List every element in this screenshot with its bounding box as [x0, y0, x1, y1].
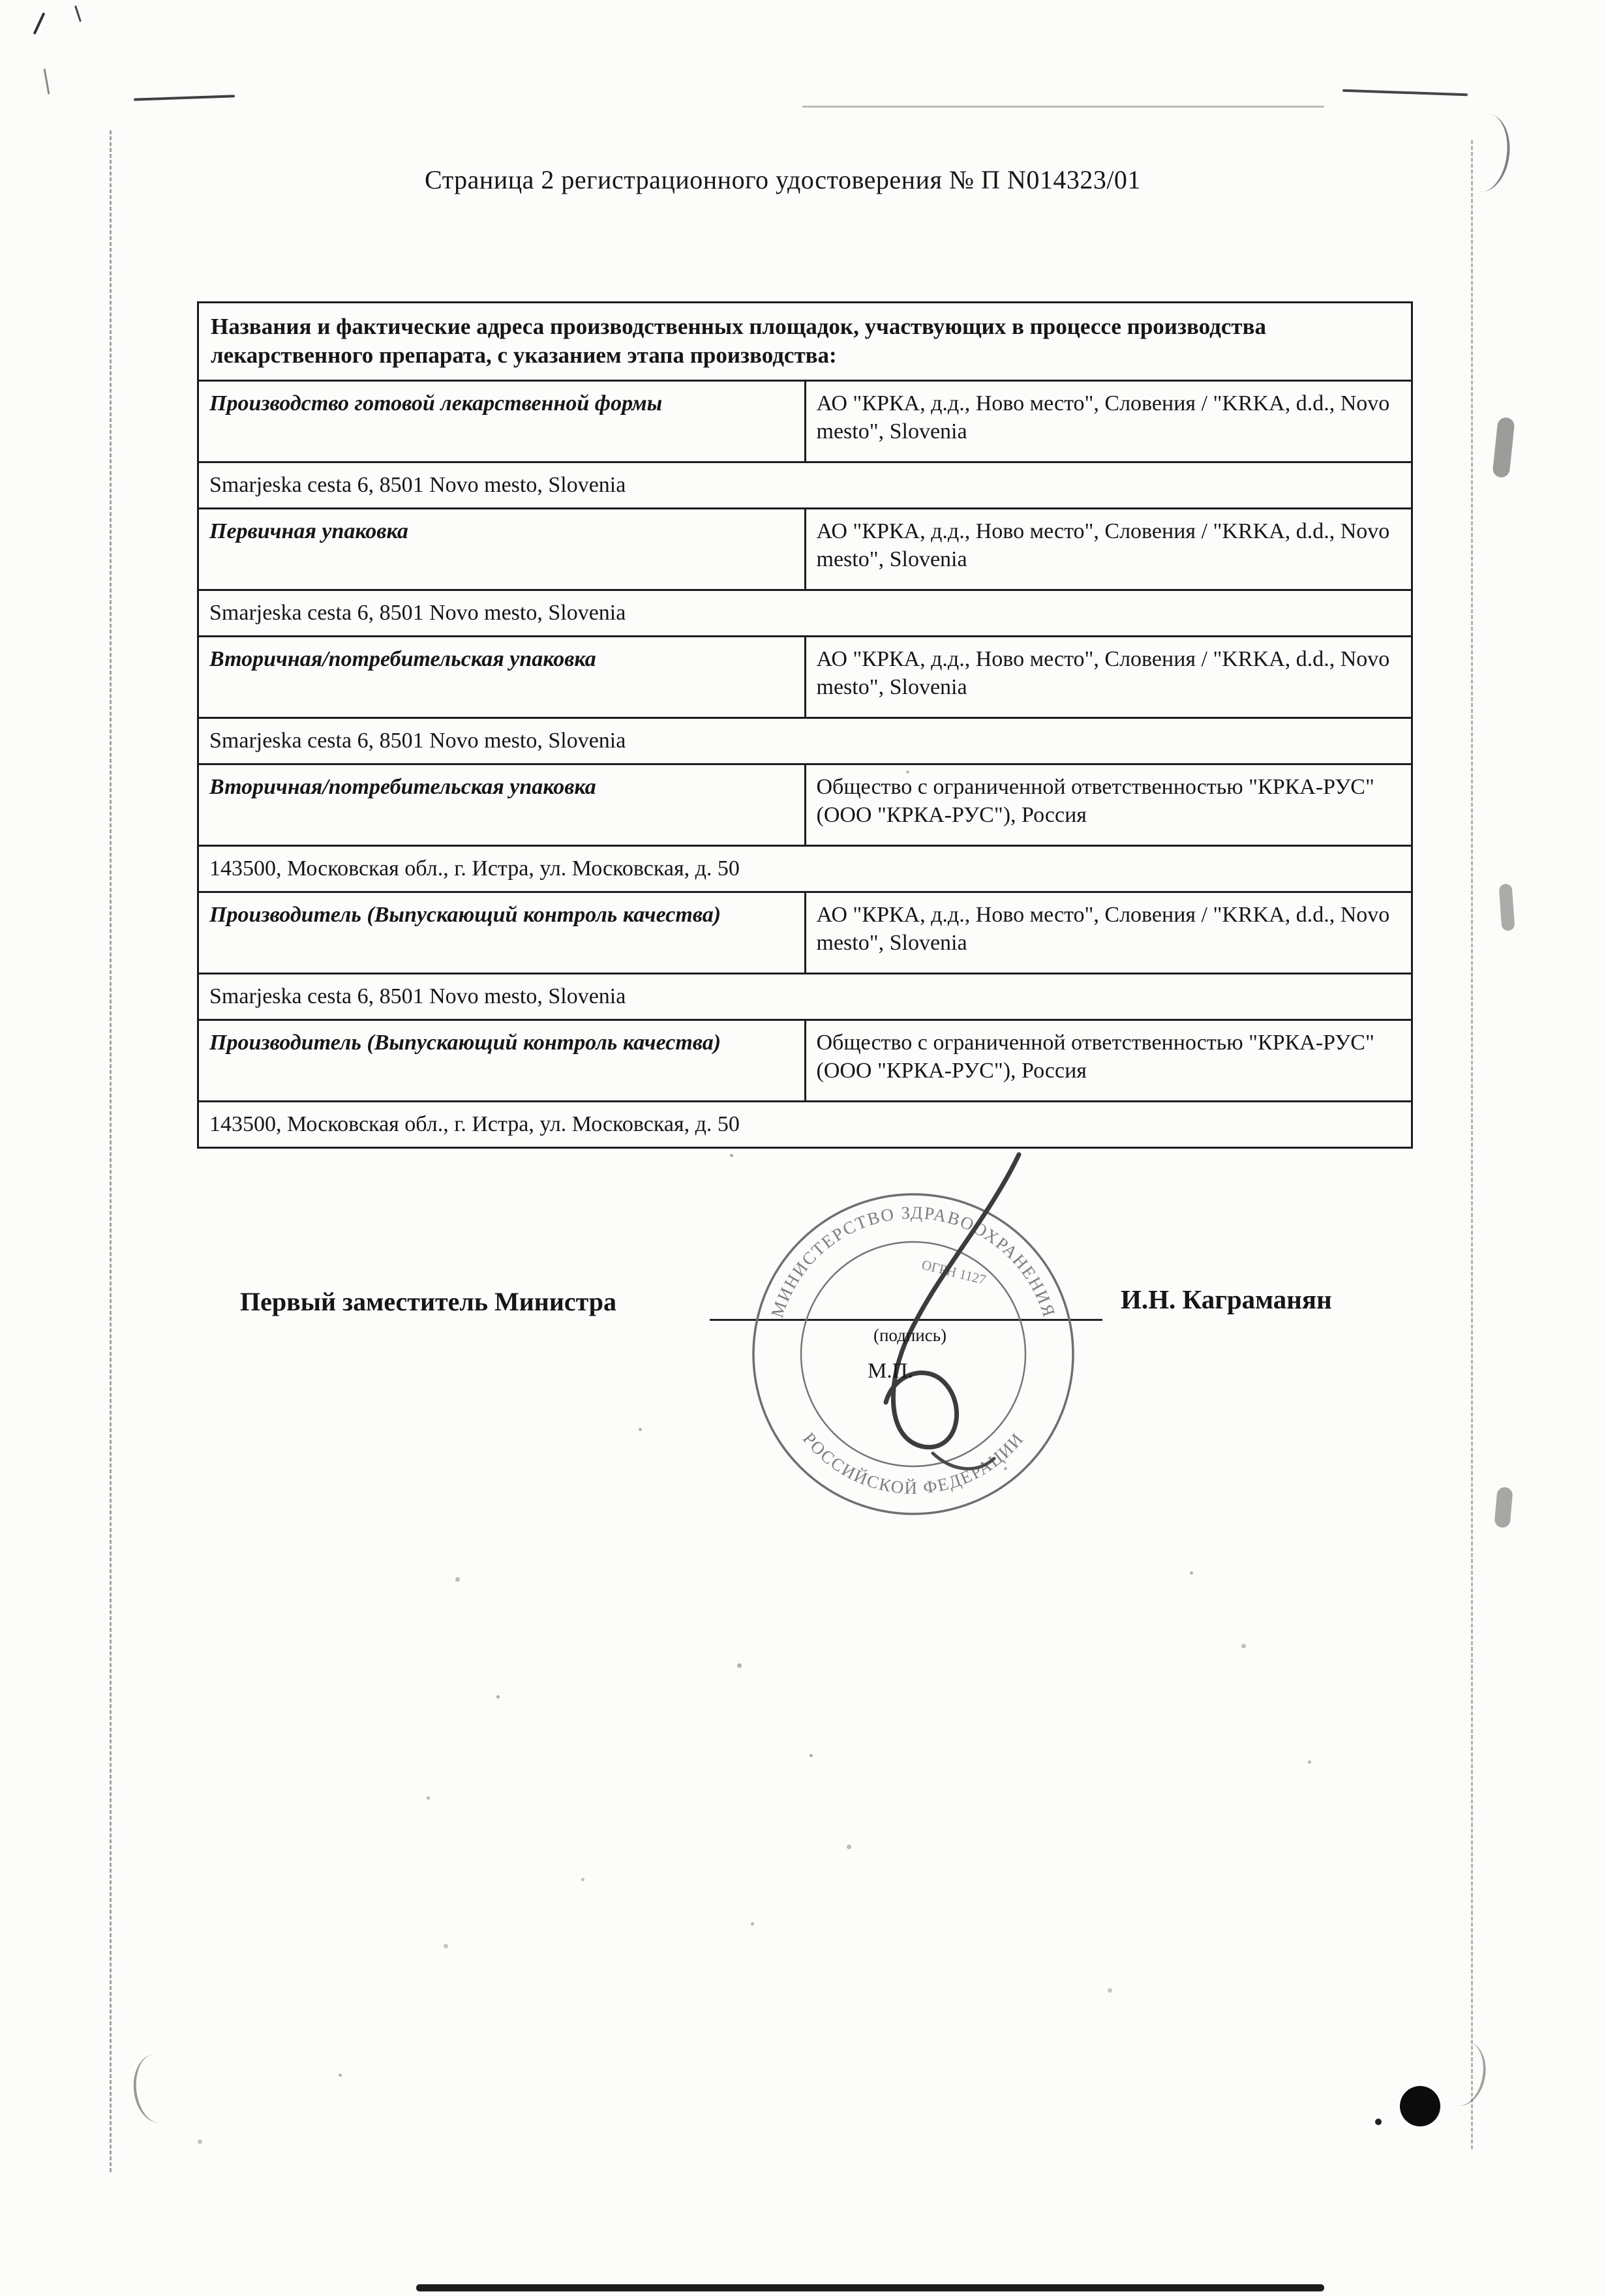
table-row — [198, 1020, 1412, 1101]
black-dot-mark — [1400, 2086, 1440, 2126]
table-row — [198, 892, 1412, 973]
stage-cell: Производство готовой лекарственной формы — [198, 380, 806, 462]
table-row — [198, 845, 1412, 892]
scan-bottom-edge-bar — [416, 2284, 1324, 2291]
table-row — [198, 636, 1412, 718]
black-dot-mark-small — [1375, 2119, 1382, 2125]
stage-cell: Первичная упаковка — [198, 508, 806, 590]
table-row — [198, 590, 1412, 636]
stamp-ring-text-top: МИНИСТЕРСТВО ЗДРАВООХРАНЕНИЯ — [767, 1202, 1059, 1320]
table-row — [198, 718, 1412, 764]
table-row — [198, 508, 1412, 590]
manufacturer-cell: АО "КРКА, д.д., Ново место", Словения / "KRKA, d.d., Novo mesto", Slovenia — [805, 508, 1412, 590]
stage-cell: Производитель (Выпускающий контроль качества) — [198, 892, 806, 973]
scan-edge-line-left — [110, 130, 112, 2172]
stamp-ring-text-bottom: РОССИЙСКОЙ ФЕДЕРАЦИИ — [798, 1428, 1028, 1498]
address-cell: Smarjeska cesta 6, 8501 Novo mesto, Slovenia — [198, 462, 1412, 508]
scan-edge-mark-top-right — [1342, 89, 1468, 97]
manufacturer-cell: АО "КРКА, д.д., Ново место", Словения / "KRKA, d.d., Novo mesto", Slovenia — [805, 380, 1412, 462]
address-cell: Smarjeska cesta 6, 8501 Novo mesto, Slovenia — [198, 590, 1412, 636]
scan-corner-mark-bottom-right — [1442, 2039, 1491, 2110]
table-row — [198, 380, 1412, 462]
scan-tick-mark — [33, 12, 46, 35]
manufacturer-cell: Общество с ограниченной ответственностью "КРКА-РУС" (ООО "КРКА-РУС"), Россия — [805, 764, 1412, 845]
signatory-position: Первый заместитель Министра — [240, 1287, 617, 1316]
address-cell: Smarjeska cesta 6, 8501 Novo mesto, Slovenia — [198, 718, 1412, 764]
table-row — [198, 1101, 1412, 1147]
manufacturing-sites-table — [197, 301, 1413, 1149]
manufacturer-cell: АО "КРКА, д.д., Ново место", Словения / "KRKA, d.d., Novo mesto", Slovenia — [805, 636, 1412, 718]
table-title: Названия и фактические адреса производственных площадок, участвующих в процессе производства лекарственного препарата, с указанием этапа производства: — [198, 303, 1412, 381]
address-cell: Smarjeska cesta 6, 8501 Novo mesto, Slovenia — [198, 973, 1412, 1020]
signatory-name: И.Н. Каграманян — [1121, 1284, 1332, 1314]
table-row — [198, 462, 1412, 508]
signature-caption: (подпись) — [873, 1325, 947, 1345]
stamp-inner-ring — [801, 1242, 1025, 1466]
table-row — [198, 764, 1412, 845]
scan-smudge — [1499, 883, 1515, 931]
seal-place-caption: М.П. — [868, 1359, 913, 1383]
scan-smudge — [1492, 417, 1515, 478]
manufacturer-cell: АО "КРКА, д.д., Ново место", Словения / "KRKA, d.d., Novo mesto", Slovenia — [805, 892, 1412, 973]
scan-corner-mark-bottom-left — [130, 2053, 176, 2125]
address-cell: 143500, Московская обл., г. Истра, ул. Московская, д. 50 — [198, 1101, 1412, 1147]
address-cell: 143500, Московская обл., г. Истра, ул. Московская, д. 50 — [198, 845, 1412, 892]
scan-noise-speckles — [0, 0, 2, 2]
page-title: Страница 2 регистрационного удостоверения № П N014323/01 — [425, 165, 1141, 194]
scan-edge-mark-top-left — [134, 95, 235, 100]
scan-edge-line-right — [1471, 140, 1473, 2149]
scan-tick-mark — [74, 5, 82, 22]
scan-edge-line-top — [802, 106, 1324, 108]
stage-cell: Вторичная/потребительская упаковка — [198, 764, 806, 845]
stage-cell: Вторичная/потребительская упаковка — [198, 636, 806, 718]
table-row — [198, 973, 1412, 1020]
scan-smudge — [1494, 1487, 1513, 1528]
table-row — [198, 303, 1412, 381]
stamp-inner-text: ОГРН 1127 — [920, 1256, 988, 1288]
scan-tick-mark — [44, 68, 50, 95]
stage-cell: Производитель (Выпускающий контроль качества) — [198, 1020, 806, 1101]
manufacturer-cell: Общество с ограниченной ответственностью "КРКА-РУС" (ООО "КРКА-РУС"), Россия — [805, 1020, 1412, 1101]
